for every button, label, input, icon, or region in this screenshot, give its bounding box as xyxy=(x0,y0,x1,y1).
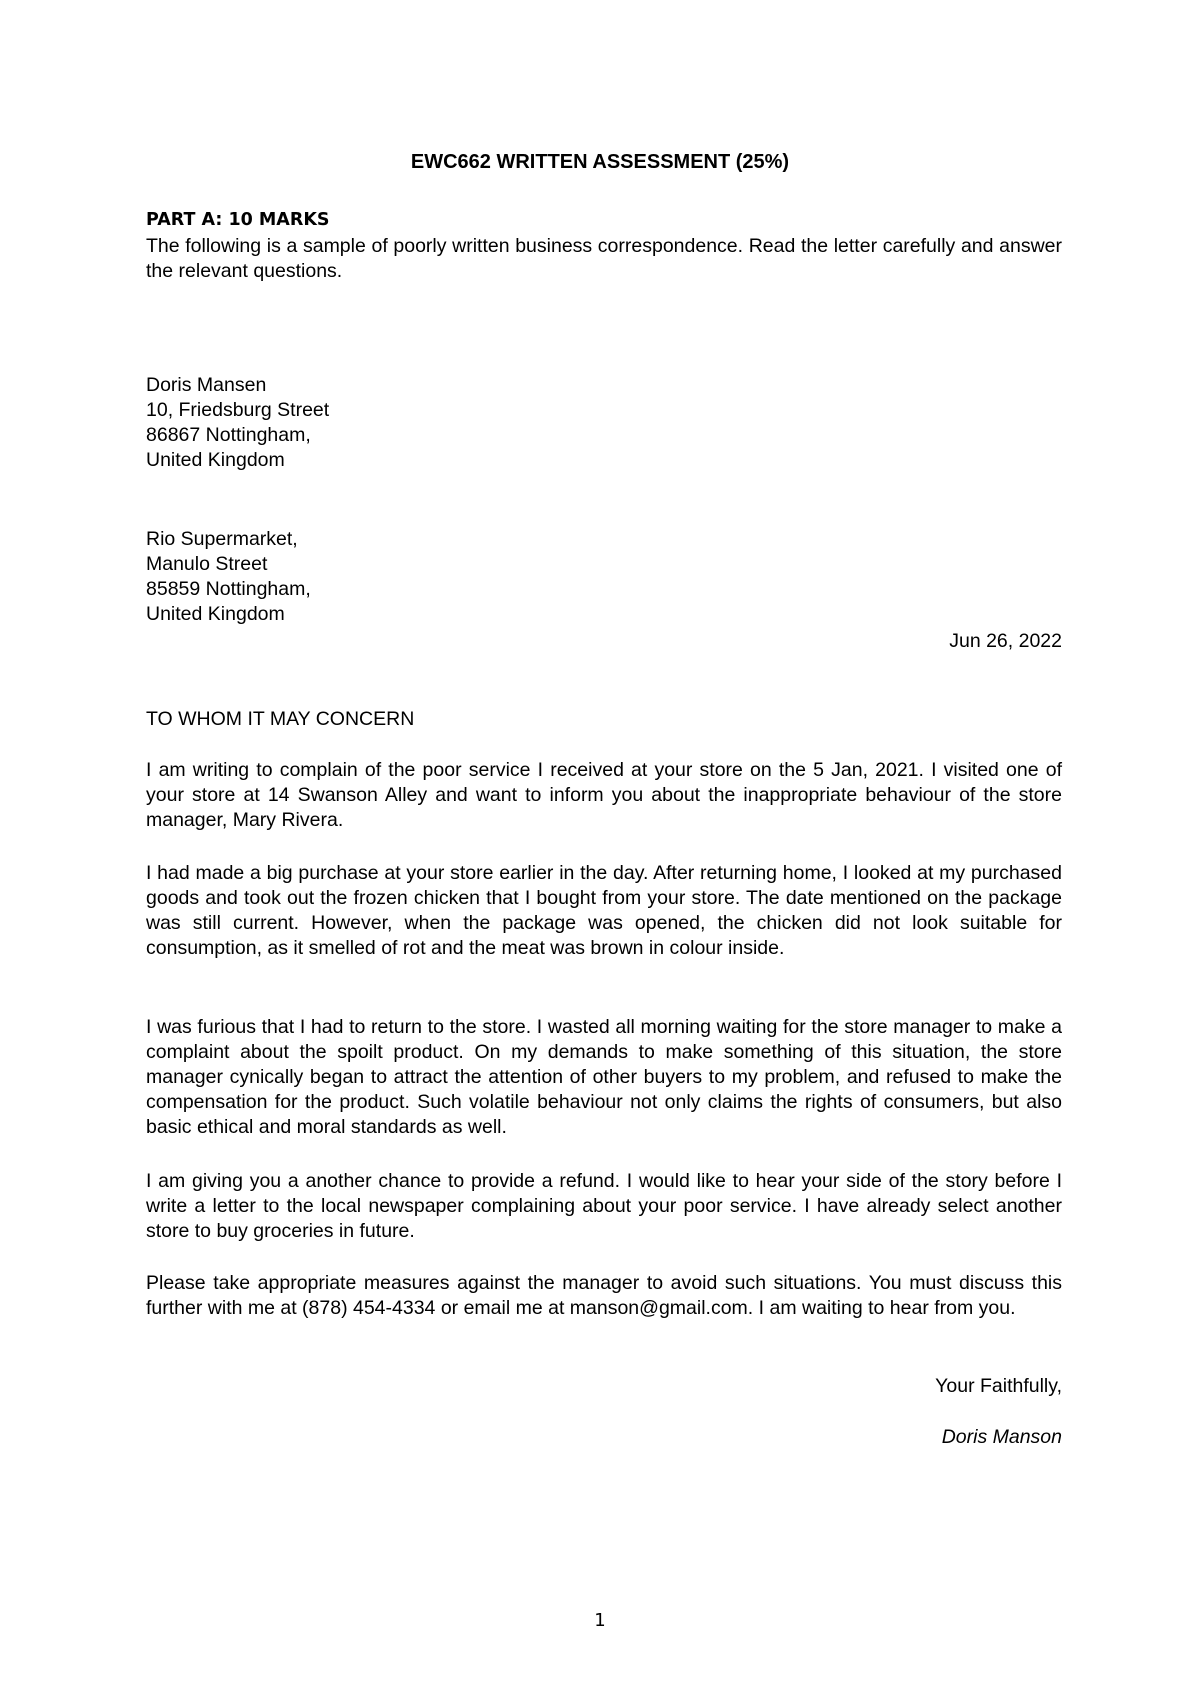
letter-paragraph-2: I had made a big purchase at your store earlier in the day. After returning home, I looked at my purchased goods and took out the frozen chicken that I bought from your store. The date mentioned on the package was still current. However, when the package was opened, the chicken did not look suitable for consumption, as it smelled of rot and the meat was brown in colour inside. xyxy=(146,862,1062,959)
letter-date: Jun 26, 2022 xyxy=(949,630,1062,652)
sender-name: Doris Mansen xyxy=(146,374,267,396)
sender-country: United Kingdom xyxy=(146,449,285,471)
salutation: TO WHOM IT MAY CONCERN xyxy=(146,708,415,730)
letter-paragraph-3: I was furious that I had to return to the store. I wasted all morning waiting for the store manager to make a complaint about the spoilt product. On my demands to make something of this situation, the store manager cynically began to attract the attention of other buyers to my problem, and refused to make the compensation for the product. Such volatile behaviour not only claims the rights of consumers, but also basic ethical and moral standards as well. xyxy=(146,1016,1062,1138)
sender-street: 10, Friedsburg Street xyxy=(146,399,330,421)
letter-paragraph-5: Please take appropriate measures against the manager to avoid such situations. You must discuss this further with me at (878) 454-4334 or email me at manson@gmail.com. I am waiting to hear from you. xyxy=(146,1272,1062,1319)
sender-address xyxy=(146,373,1062,473)
recipient-country: United Kingdom xyxy=(146,603,285,625)
closing: Your Faithfully, xyxy=(935,1375,1062,1397)
intro-text: The following is a sample of poorly written business correspondence. Read the letter carefully and answer the relevant questions. xyxy=(146,235,1062,282)
recipient-street: Manulo Street xyxy=(146,553,268,575)
recipient-city: 85859 Nottingham, xyxy=(146,578,311,600)
signature: Doris Manson xyxy=(941,1426,1062,1448)
page-number: 1 xyxy=(594,1610,606,1631)
recipient-address xyxy=(146,527,1062,627)
recipient-name: Rio Supermarket, xyxy=(146,528,298,550)
part-heading: PART A: 10 MARKS xyxy=(146,210,330,230)
sender-city: 86867 Nottingham, xyxy=(146,424,311,446)
letter-paragraph-1: I am writing to complain of the poor service I received at your store on the 5 Jan, 2021. I visited one of your store at 14 Swanson Alley and want to inform you about the inappropriate behaviour of the store manager, Mary Rivera. xyxy=(146,759,1062,831)
document-title: EWC662 WRITTEN ASSESSMENT (25%) xyxy=(410,151,790,173)
letter-paragraph-4: I am giving you a another chance to provide a refund. I would like to hear your side of the story before I write a letter to the local newspaper complaining about your poor service. I have already select another store to buy groceries in future. xyxy=(146,1170,1062,1242)
